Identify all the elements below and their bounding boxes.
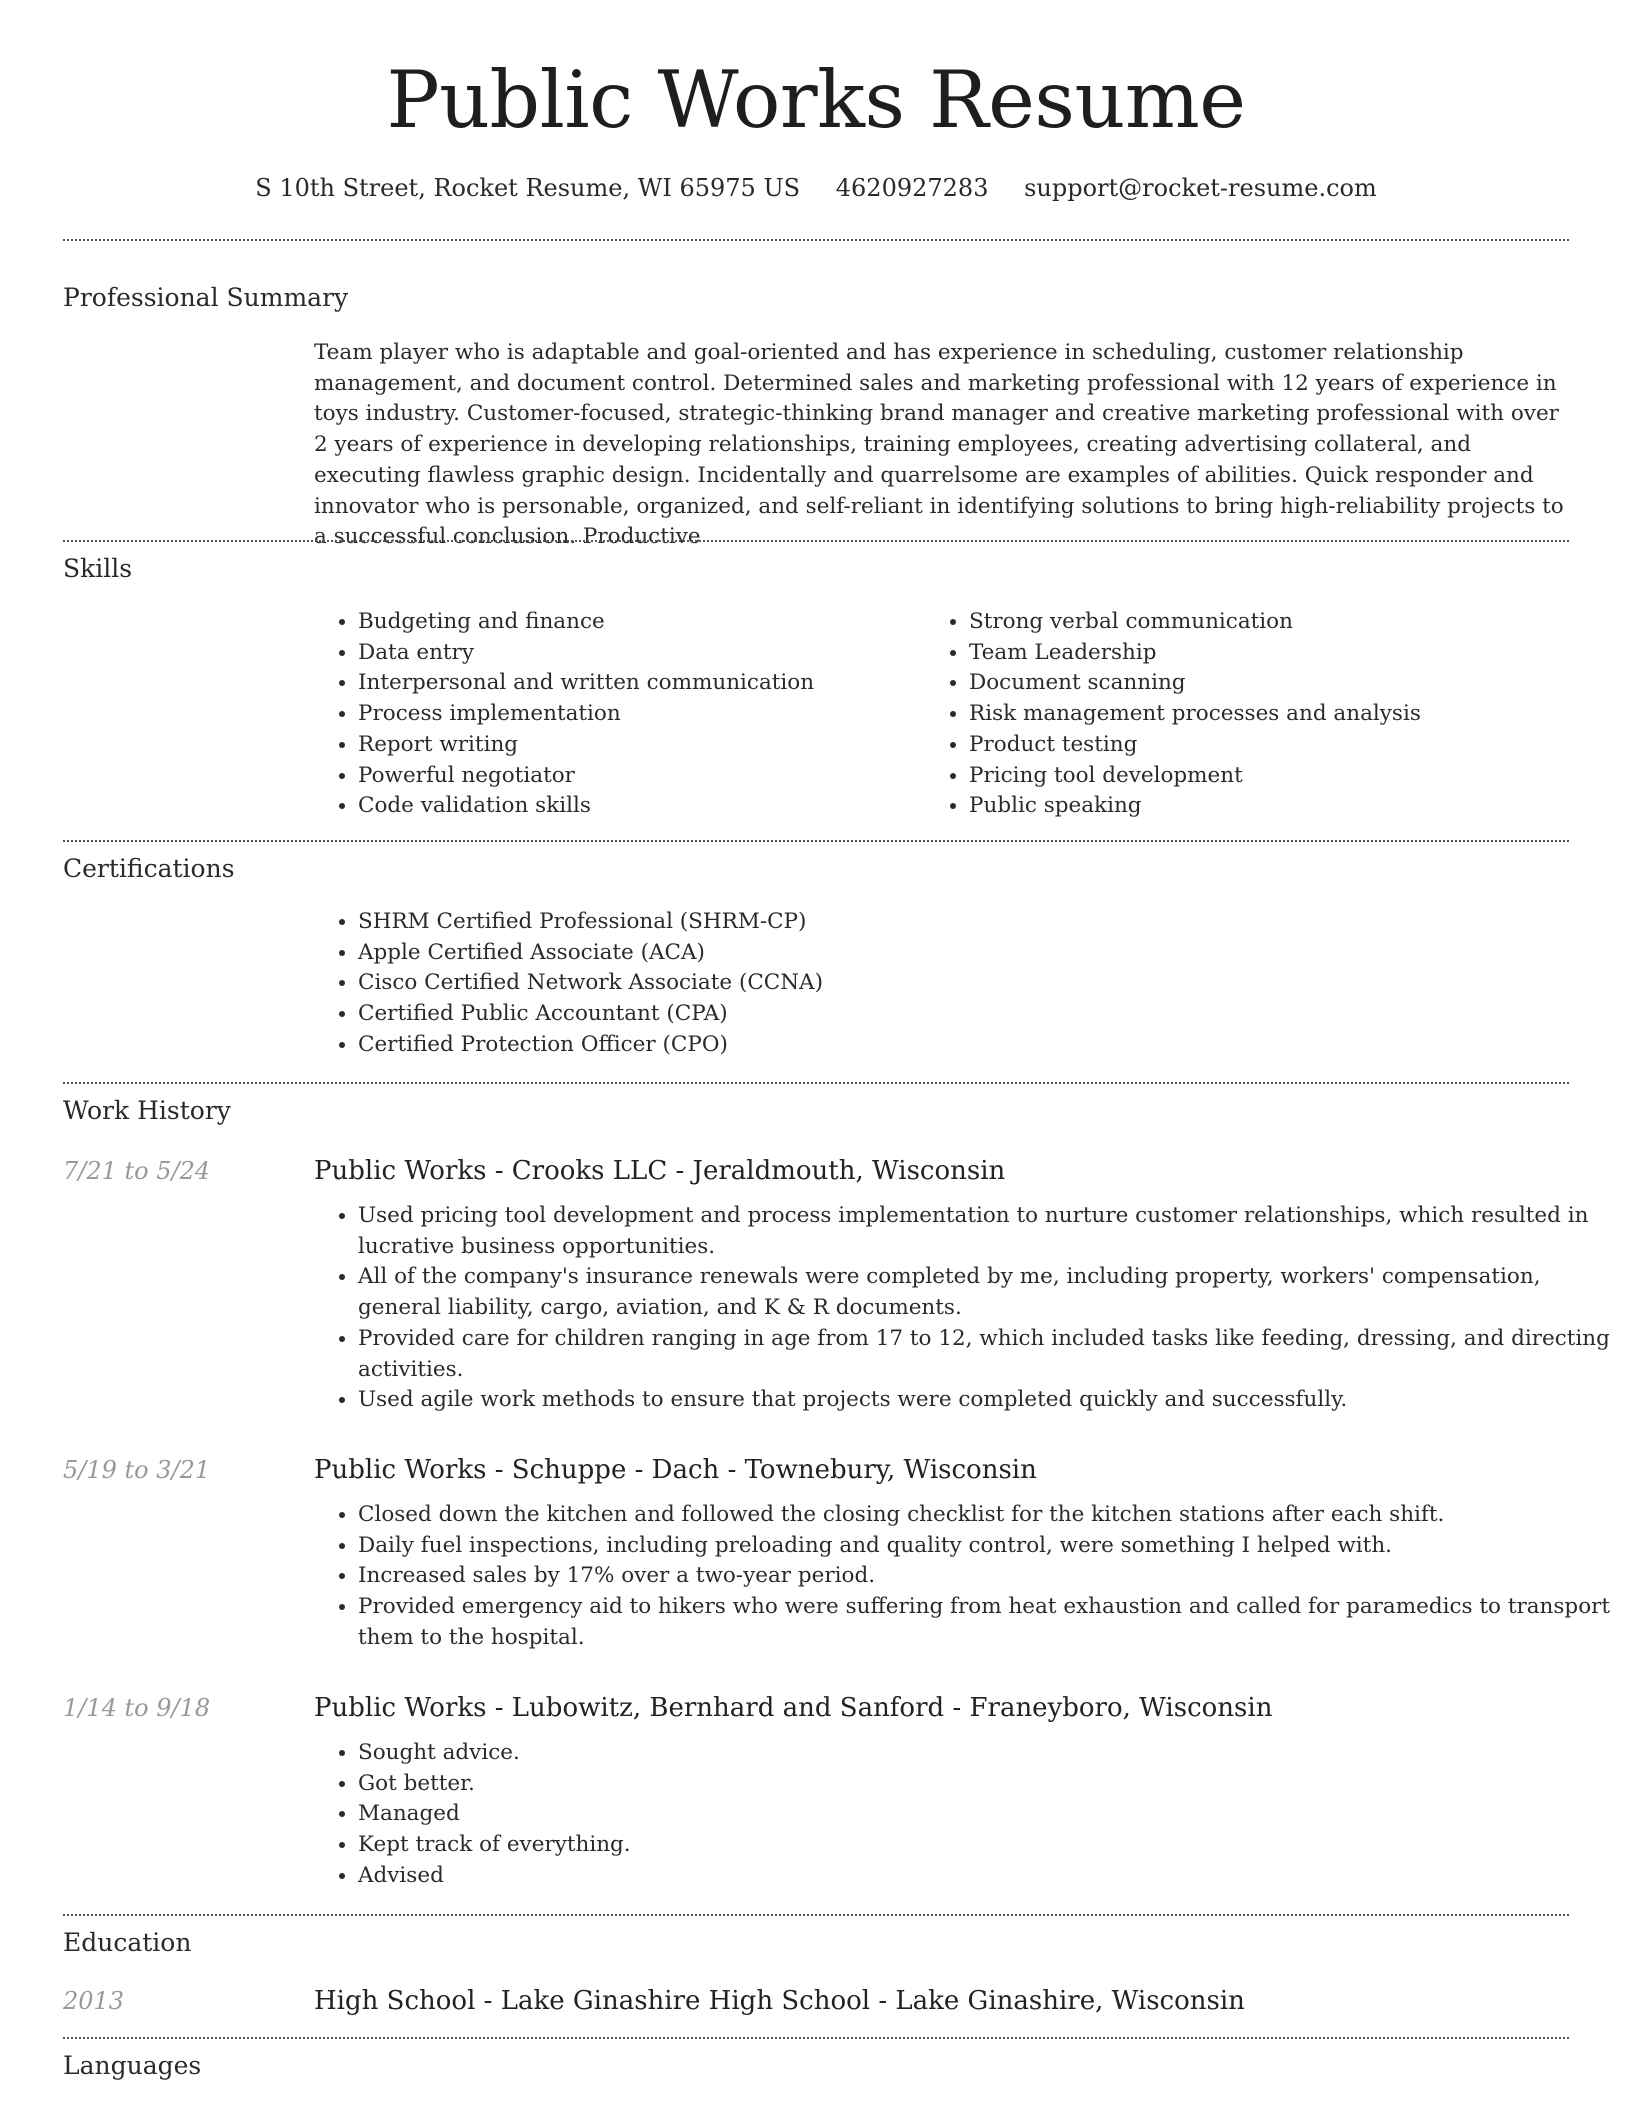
skill-item: • Budgeting and finance (358, 607, 918, 638)
job-bullet: • Daily fuel inspections, including preloading and quality control, were something I helped with. (358, 1531, 1613, 1562)
skill-item: • Product testing (969, 730, 1569, 761)
job-bullet: • Used agile work methods to ensure that projects were completed quickly and successfully. (358, 1385, 1613, 1416)
job-title: Public Works - Schuppe - Dach - Townebury, Wisconsin (314, 1455, 1037, 1485)
job-dates: 7/21 to 5/24 (63, 1157, 211, 1185)
divider (63, 1914, 1569, 1916)
skill-item: • Powerful negotiator (358, 761, 918, 792)
education-title: High School - Lake Ginashire High School - Lake Ginashire, Wisconsin (314, 1986, 1245, 2016)
section-title-work-history: Work History (63, 1096, 231, 1125)
section-title-certifications: Certifications (63, 854, 235, 883)
job-bullet: • Increased sales by 17% over a two-year period. (358, 1561, 1613, 1592)
education-date: 2013 (63, 1987, 125, 2015)
contact-email: support@rocket-resume.com (1024, 174, 1377, 202)
job-bullets (314, 1738, 1613, 1892)
skill-item: • Strong verbal communication (969, 607, 1569, 638)
skills-list-left (314, 607, 918, 822)
job-title: Public Works - Lubowitz, Bernhard and Sanford - Franeyboro, Wisconsin (314, 1693, 1273, 1723)
certification-item: • Cisco Certified Network Associate (CCNA) (358, 968, 1558, 999)
skill-item: • Data entry (358, 638, 918, 669)
job-bullet: • Provided care for children ranging in age from 17 to 12, which included tasks like feeding, dressing, and directing activities. (358, 1324, 1613, 1385)
skill-item: • Pricing tool development (969, 761, 1569, 792)
contact-phone: 4620927283 (835, 174, 989, 202)
divider (63, 2037, 1569, 2039)
contact-address: S 10th Street, Rocket Resume, WI 65975 US (255, 174, 801, 202)
certification-item: • Apple Certified Associate (ACA) (358, 938, 1558, 969)
skill-item: • Document scanning (969, 668, 1569, 699)
skill-item: • Code validation skills (358, 791, 918, 822)
job-bullet: • Advised (358, 1861, 1613, 1892)
job-bullet: • Got better. (358, 1769, 1613, 1800)
skill-item: • Interpersonal and written communication (358, 668, 918, 699)
job-dates: 1/14 to 9/18 (63, 1694, 211, 1722)
skill-item: • Report writing (358, 730, 918, 761)
section-title-education: Education (63, 1928, 192, 1957)
job-bullets (314, 1500, 1613, 1654)
job-bullet: • Sought advice. (358, 1738, 1613, 1769)
divider (63, 239, 1569, 241)
skill-item: • Team Leadership (969, 638, 1569, 669)
job-bullet: • Used pricing tool development and process implementation to nurture customer relationships, which resulted in lucrative business opportunities. (358, 1201, 1613, 1262)
divider (63, 1082, 1569, 1084)
skill-item: • Public speaking (969, 791, 1569, 822)
section-title-languages: Languages (63, 2051, 202, 2080)
job-bullet: • Kept track of everything. (358, 1830, 1613, 1861)
job-bullet: • Closed down the kitchen and followed the closing checklist for the kitchen stations after each shift. (358, 1500, 1613, 1531)
skill-item: • Process implementation (358, 699, 918, 730)
job-title: Public Works - Crooks LLC - Jeraldmouth, Wisconsin (314, 1156, 1006, 1186)
job-dates: 5/19 to 3/21 (63, 1456, 211, 1484)
divider (63, 540, 1569, 542)
certification-item: • Certified Public Accountant (CPA) (358, 999, 1558, 1030)
section-title-summary: Professional Summary (63, 283, 349, 312)
contact-line (0, 170, 1632, 206)
job-bullets (314, 1201, 1613, 1416)
certifications-list (314, 907, 1558, 1061)
job-bullet: • Managed (358, 1799, 1613, 1830)
section-title-skills: Skills (63, 554, 133, 583)
certification-item: • SHRM Certified Professional (SHRM-CP) (358, 907, 1558, 938)
resume-title: Public Works Resume (386, 54, 1246, 146)
skills-list-right (925, 607, 1569, 822)
skill-item: • Risk management processes and analysis (969, 699, 1569, 730)
divider (63, 840, 1569, 842)
certification-item: • Certified Protection Officer (CPO) (358, 1030, 1558, 1061)
summary-text: Team player who is adaptable and goal-oriented and has experience in scheduling, customer relationship management, and document control. Determined sales and marketing professional with 12 years of experience in toys industry. Customer-focused, strategic-thinking brand manager and creative marketing professional with over 2 years of experience in developing relationships, training employees, creating advertising collateral, and executing flawless graphic design. Incidentally and quarrelsome are examples of abilities. Quick responder and innovator who is personable, organized, and self-reliant in identifying solutions to bring high-reliability projects to a successful conclusion. Productive (314, 340, 1564, 550)
job-bullet: • Provided emergency aid to hikers who were suffering from heat exhaustion and called for paramedics to transport them to the hospital. (358, 1592, 1613, 1653)
job-bullet: • All of the company's insurance renewals were completed by me, including property, workers' compensation, general liability, cargo, aviation, and K & R documents. (358, 1262, 1613, 1323)
